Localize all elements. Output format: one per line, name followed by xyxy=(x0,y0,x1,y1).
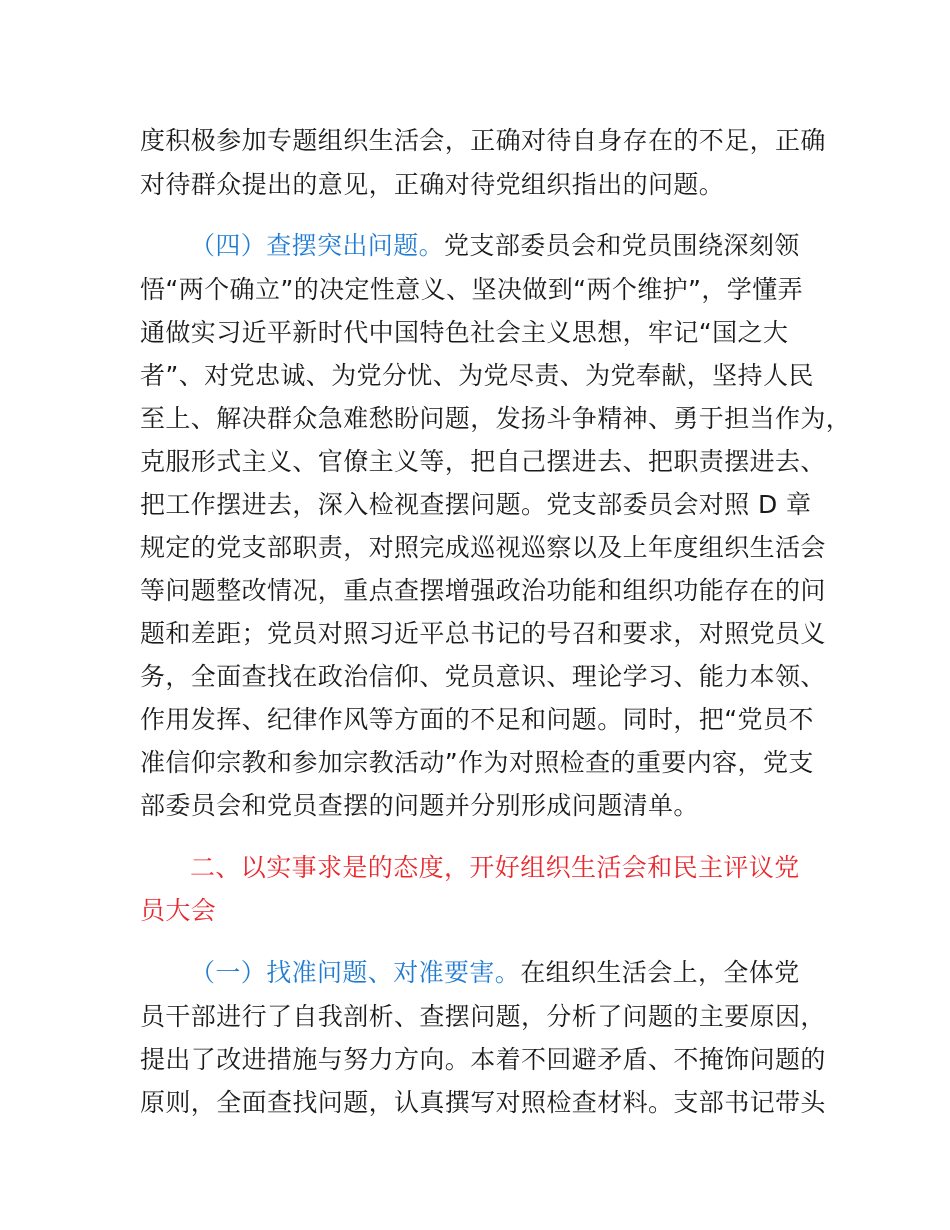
section-2-heading-line-2: 员大会 xyxy=(140,896,217,925)
subheading-four: （四）查摆突出问题。 xyxy=(190,231,445,260)
paragraph-1-line-2: 对待群众提出的意见，正确对待党组织指出的问题。 xyxy=(140,170,725,199)
paragraph-3-line-3: 提出了改进措施与努力方向。本着不回避矛盾、不掩饰问题的 xyxy=(140,1045,826,1074)
paragraph-3-line-4: 原则，全面查找问题，认真撰写对照检查材料。支部书记带头 xyxy=(140,1088,826,1117)
paragraph-2-line-10: 题和差距；党员对照习近平总书记的号召和要求，对照党员义 xyxy=(140,619,826,648)
paragraph-2-line-2: 悟“两个确立”的决定性意义、坚决做到“两个维护”，学懂弄 xyxy=(140,275,804,304)
paragraph-3-line-1 xyxy=(190,960,800,985)
paragraph-2-line-9: 等问题整改情况，重点查摆增强政治功能和组织功能存在的问 xyxy=(140,576,826,605)
subheading-one: （一）找准问题、对准要害。 xyxy=(190,958,521,987)
paragraph-2-line-11: 务，全面查找在政治信仰、党员意识、理论学习、能力本领、 xyxy=(140,662,826,691)
paragraph-2-line-8: 规定的党支部职责，对照完成巡视巡察以及上年度组织生活会 xyxy=(140,533,826,562)
paragraph-2-line-7: 把工作摆进去，深入检视查摆问题。党支部委员会对照 D 章 xyxy=(140,490,812,519)
paragraph-2-line-3: 通做实习近平新时代中国特色社会主义思想，牢记“国之大 xyxy=(140,318,789,347)
paragraph-2-line-4: 者”、对党忠诚、为党分忧、为党尽责、为党奉献，坚持人民 xyxy=(140,361,814,390)
paragraph-3-line-2: 员干部进行了自我剖析、查摆问题，分析了问题的主要原因， xyxy=(140,1002,826,1031)
paragraph-2-line-13: 准信仰宗教和参加宗教活动”作为对照检查的重要内容，党支 xyxy=(140,748,814,777)
paragraph-2-line-14: 部委员会和党员查摆的问题并分别形成问题清单。 xyxy=(140,791,699,820)
section-2-heading-line-1: 二、以实事求是的态度，开好组织生活会和民主评议党 xyxy=(190,853,800,882)
paragraph-2-first-line-text: 党支部委员会和党员围绕深刻领 xyxy=(444,231,800,260)
paragraph-2-line-6: 克服形式主义、官僚主义等，把自己摆进去、把职责摆进去、 xyxy=(140,447,826,476)
paragraph-2-line-5: 至上、解决群众急难愁盼问题，发扬斗争精神、勇于担当作为， xyxy=(140,404,852,433)
paragraph-3-first-line-text: 在组织生活会上，全体党 xyxy=(520,958,800,987)
paragraph-2-line-12: 作用发挥、纪律作风等方面的不足和问题。同时，把“党员不 xyxy=(140,705,814,734)
paragraph-2-line-1 xyxy=(190,233,800,258)
paragraph-1-line-1: 度积极参加专题组织生活会，正确对待自身存在的不足，正确 xyxy=(140,126,826,155)
